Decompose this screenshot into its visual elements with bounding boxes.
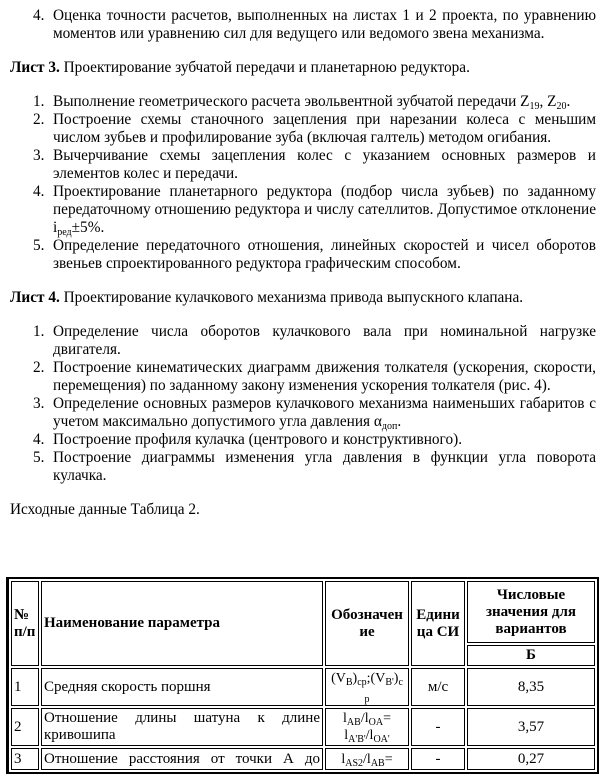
list-item xyxy=(0,323,596,359)
header-variant: Б xyxy=(467,645,595,666)
item-text: Определение основных размеров кулачкового механизма наименьших габаритов с учетом максимально допустимого угла давления α xyxy=(53,395,596,430)
cell-num: 1 xyxy=(11,668,39,706)
sheet-title: Проектирование зубчатой передачи и планетарною редуктора. xyxy=(59,59,470,76)
item-text: Выполнение геометрического расчета эвольвентной зубчатой передачи Z xyxy=(53,93,530,110)
list-item xyxy=(0,431,596,449)
table-row xyxy=(11,668,595,706)
list-item xyxy=(0,183,596,237)
list-item xyxy=(0,147,596,183)
subscript: доп xyxy=(381,421,398,432)
list-item xyxy=(0,93,596,111)
item-number: 3. xyxy=(33,147,45,164)
sheet4-heading xyxy=(10,289,596,307)
item-text: Определение передаточного отношения, линейных скоростей и чисел оборотов звеньев спроектированного редуктора графическим способом. xyxy=(53,237,596,272)
item-text: Вычерчивание схемы зацепления колес с указанием основных размеров и элементов колес и передачи. xyxy=(53,147,596,182)
cell-symbol: $(V_B)_{ср};(V_{B'})_{с р}$ xyxy=(325,668,409,706)
cell-value: 3,57 xyxy=(467,708,595,746)
table-row xyxy=(11,748,595,770)
item-text: Проектирование планетарного редуктора (подбор числа зубьев) по заданному передаточному отношению редуктора и числу сателлитов. Допустимое отклонение i xyxy=(53,183,596,236)
header-num: № п/п xyxy=(11,581,39,666)
header-values: Числовые значения для вариантов xyxy=(467,581,595,643)
item-number: 5. xyxy=(33,449,45,466)
list-item xyxy=(0,395,596,431)
cell-unit: - xyxy=(411,708,465,746)
header-name: Наименование параметра xyxy=(41,581,323,666)
list-item xyxy=(0,111,596,147)
item-text: Определение числа оборотов кулачкового вала при номинальной нагрузке двигателя. xyxy=(53,323,596,358)
item-number: 4. xyxy=(33,7,45,24)
list-item xyxy=(0,359,596,395)
cell-unit: - xyxy=(411,748,465,770)
item-text: . xyxy=(397,413,402,430)
cell-value: 0,27 xyxy=(467,748,595,770)
list-item xyxy=(0,237,596,273)
cell-num: 2 xyxy=(11,708,39,746)
subscript: 19 xyxy=(529,101,540,112)
item-number: 2. xyxy=(33,359,45,376)
item-text: Построение кинематических диаграмм движения толкателя (ускорения, скорости, перемещения) по заданному закону изменения ускорения толкателя (рис. 4). xyxy=(53,359,596,394)
table-row xyxy=(11,708,595,746)
item-number: 3. xyxy=(33,395,45,412)
sheet-label: Лист 3. xyxy=(10,59,60,76)
item-number: 1. xyxy=(33,323,45,340)
header-symbol: Обозначен ие xyxy=(325,581,409,666)
sheet4-list xyxy=(0,323,596,485)
cell-symbol: $l_{AB}/l_{OA}=$ $l_{A'B'}/l_{OA'}$ xyxy=(325,708,409,746)
item-text: Построение профиля кулачка (центрового и конструктивного). xyxy=(53,431,463,448)
cell-value: 8,35 xyxy=(467,668,595,706)
subscript: ред xyxy=(57,227,72,238)
item-number: 1. xyxy=(33,93,45,110)
item-number: 5. xyxy=(33,237,45,254)
item-text: , Z xyxy=(539,93,557,110)
sheet3-list xyxy=(0,93,596,273)
subscript: 20 xyxy=(556,101,567,112)
sheet-label: Лист 4. xyxy=(10,289,60,306)
cell-unit: м/с xyxy=(411,668,465,706)
table-caption: Исходные данные Таблица 2. xyxy=(10,501,200,518)
item-text: . xyxy=(566,93,571,110)
item-number: 4. xyxy=(33,183,45,200)
item-text: ±5%. xyxy=(71,219,105,236)
parameters-table xyxy=(6,577,599,774)
item-text: Построение схемы станочного зацепления при нарезании колеса с меньшим числом зубьев и профилирование зуба (включая галтель) методом огибания. xyxy=(53,111,596,146)
item-number: 4. xyxy=(33,431,45,448)
cell-name: Отношение длины шатуна к длине кривошипа xyxy=(41,708,323,746)
cell-name: Средняя скорость поршня xyxy=(41,668,323,706)
sheet2-list xyxy=(0,7,596,43)
item-text: Построение диаграммы изменения угла давления в функции угла поворота кулачка. xyxy=(53,449,596,484)
list-item xyxy=(0,449,596,485)
item-text: Оценка точности расчетов, выполненных на листах 1 и 2 проекта, по уравнению моментов или уравнению сил для ведущего или ведомого звена механизма. xyxy=(53,7,596,42)
header-unit: Едини ца СИ xyxy=(411,581,465,666)
cell-name: Отношение расстояния от точки А до xyxy=(41,748,323,770)
list-item xyxy=(0,7,596,43)
cell-num: 3 xyxy=(11,748,39,770)
cell-symbol: $l_{AS2}/l_{AB}=$ xyxy=(325,748,409,770)
item-number: 2. xyxy=(33,111,45,128)
sheet3-heading xyxy=(10,59,596,77)
sheet-title: Проектирование кулачкового механизма привода выпускного клапана. xyxy=(59,289,524,306)
